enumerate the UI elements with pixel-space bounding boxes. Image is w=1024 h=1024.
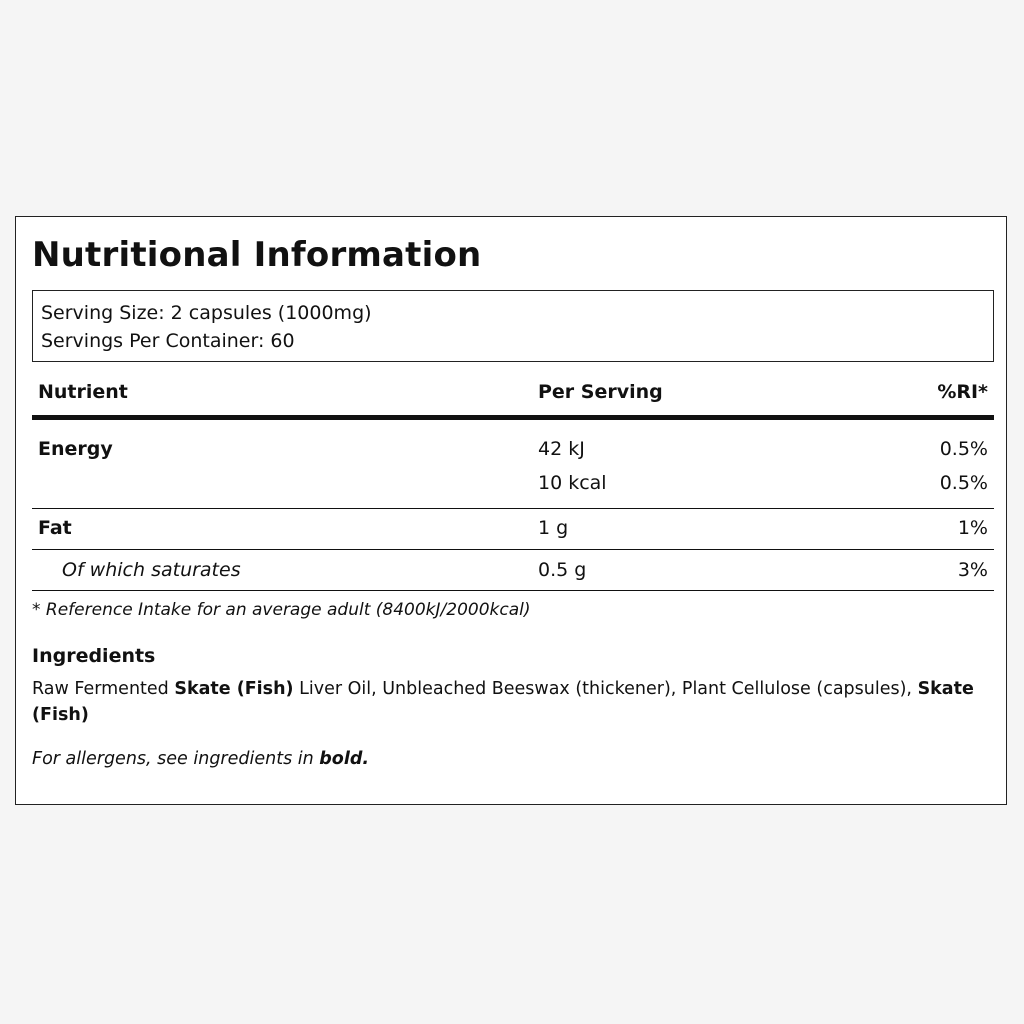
allergen-note-bold: bold. (319, 749, 370, 769)
header-nutrient: Nutrient (38, 381, 128, 403)
nutrient-name: Of which saturates (62, 559, 241, 581)
allergen-note-text: For allergens, see ingredients in (32, 749, 320, 769)
allergen-ingredient: Skate (Fish) (174, 679, 294, 699)
ingredient-text: Raw Fermented (32, 679, 175, 699)
serving-size: Serving Size: 2 capsules (1000mg) (41, 302, 372, 324)
nutrient-name: Fat (38, 517, 72, 539)
header-ri: %RI* (937, 381, 988, 403)
table-row (32, 468, 994, 509)
allergen-ingredient: Skate (Fish) (32, 679, 974, 725)
nutrition-panel (15, 216, 1007, 805)
per-serving-value: 1 g (538, 517, 569, 539)
ri-value: 0.5% (939, 472, 988, 494)
per-serving-value: 10 kcal (538, 472, 607, 494)
panel-title: Nutritional Information (32, 235, 482, 275)
table-header-row (32, 377, 994, 420)
ingredient-text: Liver Oil, Unbleached Beeswax (thickener), Plant Cellulose (capsules), (293, 679, 918, 699)
per-serving-value: 0.5 g (538, 559, 587, 581)
ri-value: 0.5% (939, 438, 988, 460)
allergen-note (32, 749, 369, 769)
ri-value: 1% (957, 517, 988, 539)
nutrition-table (32, 377, 994, 591)
per-serving-value: 42 kJ (538, 438, 585, 460)
table-row (32, 550, 994, 591)
servings-per-container: Servings Per Container: 60 (41, 330, 295, 352)
ri-value: 3% (957, 559, 988, 581)
table-row (32, 434, 994, 468)
nutrient-name: Energy (38, 438, 113, 460)
serving-info-box (32, 290, 994, 362)
ingredients-text (32, 676, 982, 728)
ri-footnote: * Reference Intake for an average adult (8400kJ/2000kcal) (32, 600, 531, 620)
header-per-serving: Per Serving (538, 381, 663, 403)
table-row (32, 509, 994, 550)
ingredients-heading: Ingredients (32, 645, 156, 667)
